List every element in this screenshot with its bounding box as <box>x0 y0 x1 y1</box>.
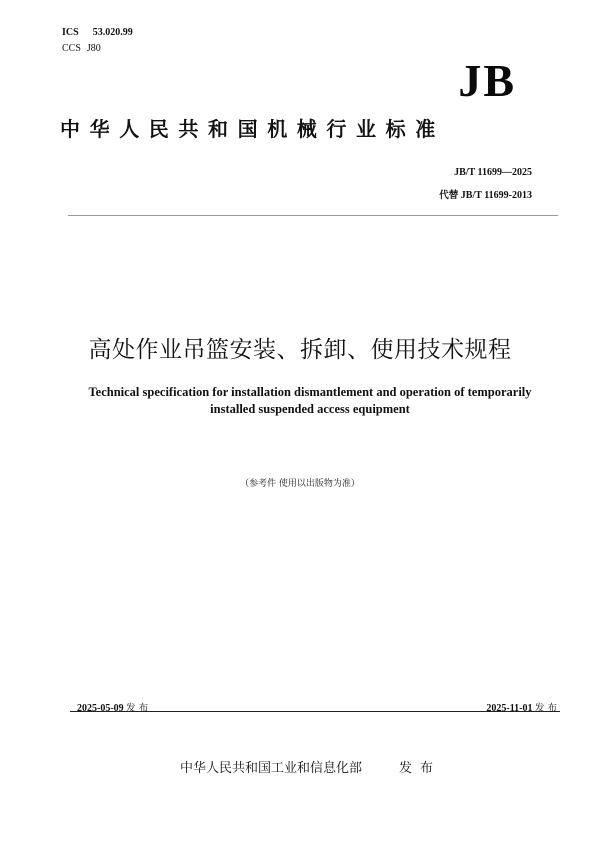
issue-date-value: 2025-05-09 <box>77 703 124 714</box>
ics-label: ICS <box>62 27 79 38</box>
ccs-label: CCS <box>62 43 81 54</box>
publish-label: 发布 <box>399 761 442 776</box>
replaces-standard <box>439 187 532 201</box>
implementation-date-label: 发 布 <box>534 703 557 714</box>
implementation-date-value: 2025-11-01 <box>486 703 533 714</box>
english-title-line-1: Technical specification for installation dismantlement and operation of temporarily <box>88 385 532 399</box>
ics-value: 53.020.99 <box>92 27 133 38</box>
ics-code <box>62 27 133 38</box>
bottom-divider <box>70 711 560 712</box>
reference-note: （参考件 使用以出版物为准） <box>240 479 360 489</box>
top-divider <box>68 215 558 216</box>
english-title <box>60 384 560 418</box>
replaces-prefix: 代替 <box>439 190 459 201</box>
english-title-line-2: installed suspended access equipment <box>210 402 410 416</box>
issue-date-label: 发 布 <box>126 703 149 714</box>
ccs-value: J80 <box>86 43 101 54</box>
replaces-number: JB/T 11699-2013 <box>460 190 532 201</box>
chinese-title: 高处作业吊篮安装、拆卸、使用技术规程 <box>88 337 512 363</box>
publisher: 中华人民共和国工业和信息化部 <box>180 761 363 776</box>
jb-logo: JB <box>458 55 516 106</box>
standard-number: JB/T 11699—2025 <box>454 167 532 178</box>
standard-category-title: 中华人民共和国机械行业标准 <box>60 117 445 141</box>
ccs-code <box>62 43 101 54</box>
